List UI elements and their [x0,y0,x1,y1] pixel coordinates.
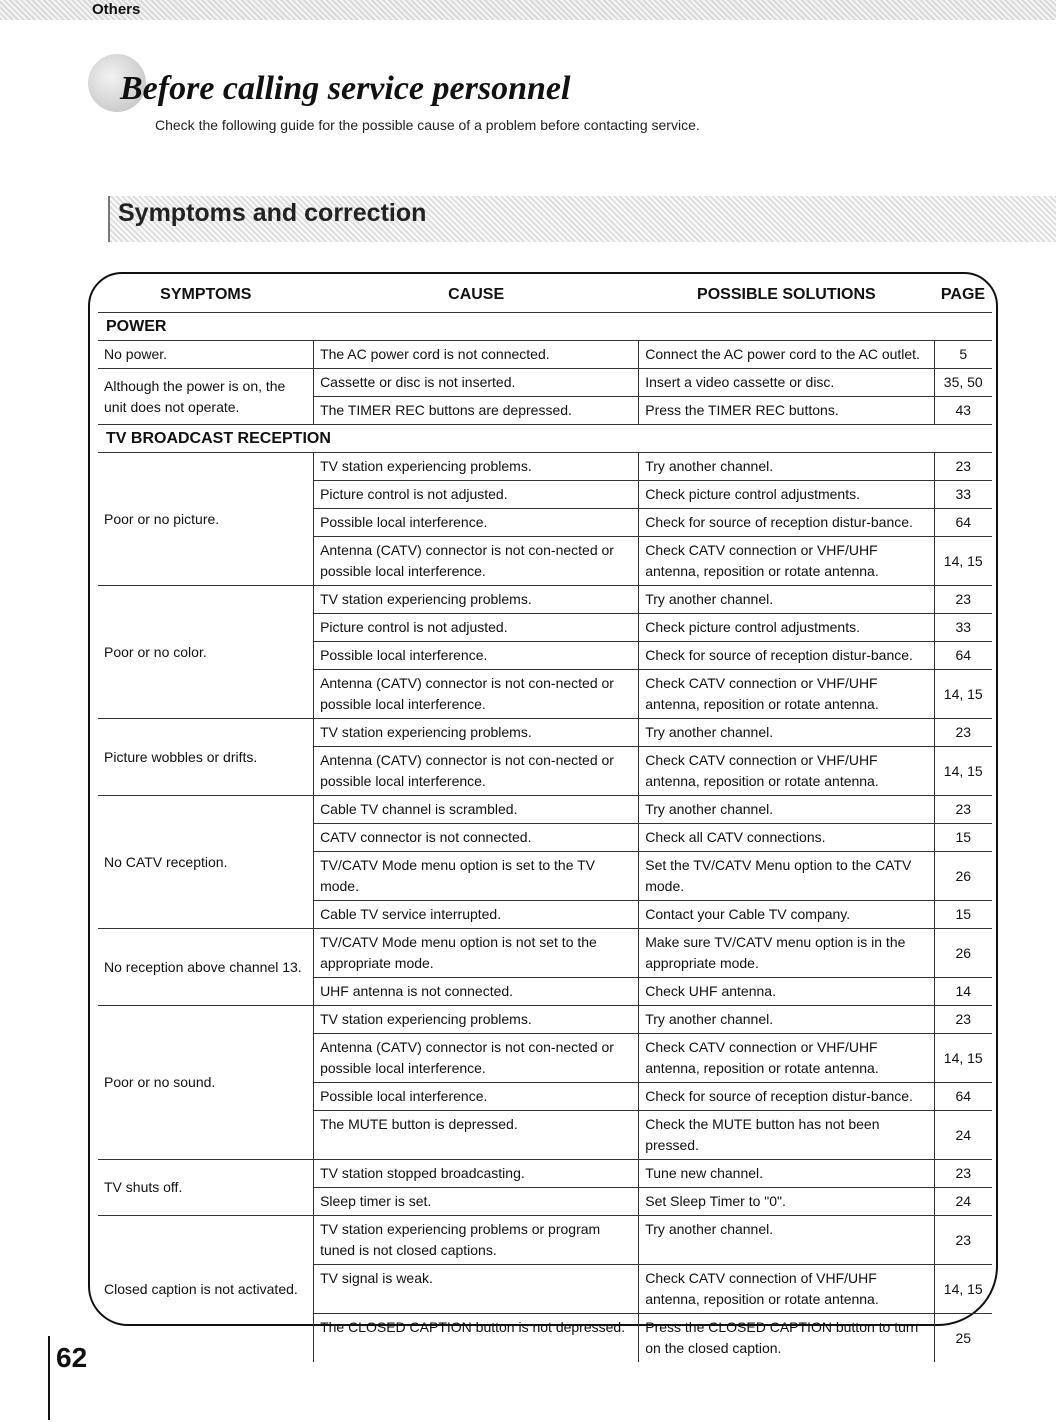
cause-cell: TV station experiencing problems. [314,453,639,481]
solution-cell: Check CATV connection or VHF/UHF antenna, reposition or rotate antenna. [639,670,934,719]
table-body [98,313,992,1363]
solution-cell: Check picture control adjustments. [639,481,934,509]
page-ref-cell: 14, 15 [934,1034,992,1083]
page-ref-cell: 14, 15 [934,747,992,796]
solution-cell: Check CATV connection or VHF/UHF antenna, reposition or rotate antenna. [639,537,934,586]
page-ref-cell: 14, 15 [934,537,992,586]
solution-cell: Try another channel. [639,1216,934,1265]
page-ref-cell: 23 [934,1160,992,1188]
table-row [98,719,992,747]
table-row [98,369,992,397]
cause-cell: TV station experiencing problems. [314,719,639,747]
cause-cell: Antenna (CATV) connector is not con-nected or possible local interference. [314,747,639,796]
cause-cell: The TIMER REC buttons are depressed. [314,397,639,425]
page-ref-cell: 24 [934,1188,992,1216]
solution-cell: Press the CLOSED CAPTION button to turn on the closed caption. [639,1314,934,1363]
section-heading: Symptoms and correction [118,199,427,227]
symptom-cell: Poor or no sound. [98,1006,314,1160]
table-row [98,453,992,481]
page-ref-cell: 26 [934,852,992,901]
cause-cell: UHF antenna is not connected. [314,978,639,1006]
solution-cell: Check picture control adjustments. [639,614,934,642]
header-symptoms: SYMPTOMS [160,286,252,303]
page-ref-cell: 23 [934,586,992,614]
solution-cell: Make sure TV/CATV menu option is in the appropriate mode. [639,929,934,978]
cause-cell: CATV connector is not connected. [314,824,639,852]
cause-cell: Possible local interference. [314,509,639,537]
solution-cell: Contact your Cable TV company. [639,901,934,929]
page-ref-cell: 15 [934,901,992,929]
solution-cell: Check the MUTE button has not been pressed. [639,1111,934,1160]
symptom-cell: No reception above channel 13. [98,929,314,1006]
page-ref-cell: 43 [934,397,992,425]
solution-cell: Check CATV connection or VHF/UHF antenna, reposition or rotate antenna. [639,747,934,796]
cause-cell: Cable TV service interrupted. [314,901,639,929]
table-row [98,929,992,978]
cause-cell: The MUTE button is depressed. [314,1111,639,1160]
category-tv: TV BROADCAST RECEPTION [98,425,992,453]
symptom-cell: Picture wobbles or drifts. [98,719,314,796]
solution-cell: Check for source of reception distur-bance. [639,642,934,670]
table-row [98,586,992,614]
symptom-cell: Although the power is on, the unit does not operate. [98,369,314,425]
solution-cell: Check CATV connection or VHF/UHF antenna, reposition or rotate antenna. [639,1034,934,1083]
solution-cell: Check for source of reception distur-bance. [639,1083,934,1111]
cause-cell: Antenna (CATV) connector is not con-nected or possible local interference. [314,670,639,719]
solution-cell: Tune new channel. [639,1160,934,1188]
solution-cell: Try another channel. [639,1006,934,1034]
page-ref-cell: 64 [934,1083,992,1111]
cause-cell: TV/CATV Mode menu option is not set to the appropriate mode. [314,929,639,978]
section-tag: Others [92,1,141,18]
page-number: 62 [56,1342,88,1373]
page-ref-cell: 64 [934,642,992,670]
page-subtitle: Check the following guide for the possible cause of a problem before contacting service. [155,117,700,133]
symptom-cell: TV shuts off. [98,1160,314,1216]
troubleshooting-table [98,278,992,1362]
page-ref-cell: 15 [934,824,992,852]
page-ref-cell: 33 [934,614,992,642]
cause-cell: TV/CATV Mode menu option is set to the TV mode. [314,852,639,901]
symptom-cell: No CATV reception. [98,796,314,929]
cause-cell: TV station experiencing problems. [314,1006,639,1034]
category-row-tv [98,425,992,453]
solution-cell: Check all CATV connections. [639,824,934,852]
cause-cell: TV signal is weak. [314,1265,639,1314]
page-ref-cell: 64 [934,509,992,537]
cause-cell: Possible local interference. [314,642,639,670]
symptom-cell: No power. [98,341,314,369]
cause-cell: Antenna (CATV) connector is not con-nected or possible local interference. [314,537,639,586]
page-ref-cell: 23 [934,719,992,747]
symptom-cell: Poor or no picture. [98,453,314,586]
page-ref-cell: 33 [934,481,992,509]
cause-cell: Cassette or disc is not inserted. [314,369,639,397]
cause-cell: Possible local interference. [314,1083,639,1111]
table-header-row [98,278,992,313]
page-ref-cell: 35, 50 [934,369,992,397]
symptom-cell: Poor or no color. [98,586,314,719]
cause-cell: Picture control is not adjusted. [314,481,639,509]
solution-cell: Try another channel. [639,453,934,481]
table-row [98,1006,992,1034]
cause-cell: TV station stopped broadcasting. [314,1160,639,1188]
cause-cell: Cable TV channel is scrambled. [314,796,639,824]
solution-cell: Check for source of reception distur-bance. [639,509,934,537]
table-row [98,341,992,369]
cause-cell: Antenna (CATV) connector is not con-nected or possible local interference. [314,1034,639,1083]
solution-cell: Try another channel. [639,719,934,747]
top-header-band [0,0,1056,20]
page-title: Before calling service personnel [120,70,571,107]
page-ref-cell: 23 [934,796,992,824]
header-cause: CAUSE [448,286,505,303]
page-ref-cell: 26 [934,929,992,978]
header-page: PAGE [940,286,986,303]
solution-cell: Set the TV/CATV Menu option to the CATV mode. [639,852,934,901]
page-ref-cell: 25 [934,1314,992,1363]
cause-cell: TV station experiencing problems. [314,586,639,614]
page-ref-cell: 14, 15 [934,670,992,719]
solution-cell: Insert a video cassette or disc. [639,369,934,397]
solution-cell: Try another channel. [639,586,934,614]
category-power: POWER [98,313,992,341]
page-ref-cell: 5 [934,341,992,369]
page-ref-cell: 23 [934,1006,992,1034]
page-ref-cell: 14 [934,978,992,1006]
table-row [98,1160,992,1188]
solution-cell: Check CATV connection of VHF/UHF antenna, reposition or rotate antenna. [639,1265,934,1314]
page-ref-cell: 23 [934,453,992,481]
page-ref-cell: 14, 15 [934,1265,992,1314]
page-ref-cell: 24 [934,1111,992,1160]
symptom-cell: Closed caption is not activated. [98,1216,314,1363]
solution-cell: Press the TIMER REC buttons. [639,397,934,425]
page-ref-cell: 23 [934,1216,992,1265]
solution-cell: Set Sleep Timer to "0". [639,1188,934,1216]
header-solutions: POSSIBLE SOLUTIONS [697,286,876,303]
solution-cell: Connect the AC power cord to the AC outlet. [639,341,934,369]
table-row [98,1216,992,1265]
solution-cell: Check UHF antenna. [639,978,934,1006]
cause-cell: TV station experiencing problems or program tuned is not closed captions. [314,1216,639,1265]
solution-cell: Try another channel. [639,796,934,824]
cause-cell: Sleep timer is set. [314,1188,639,1216]
page-number-bar [48,1336,50,1420]
cause-cell: Picture control is not adjusted. [314,614,639,642]
category-row-power [98,313,992,341]
cause-cell: The AC power cord is not connected. [314,341,639,369]
table-row [98,796,992,824]
cause-cell: The CLOSED CAPTION button is not depressed. [314,1314,639,1363]
